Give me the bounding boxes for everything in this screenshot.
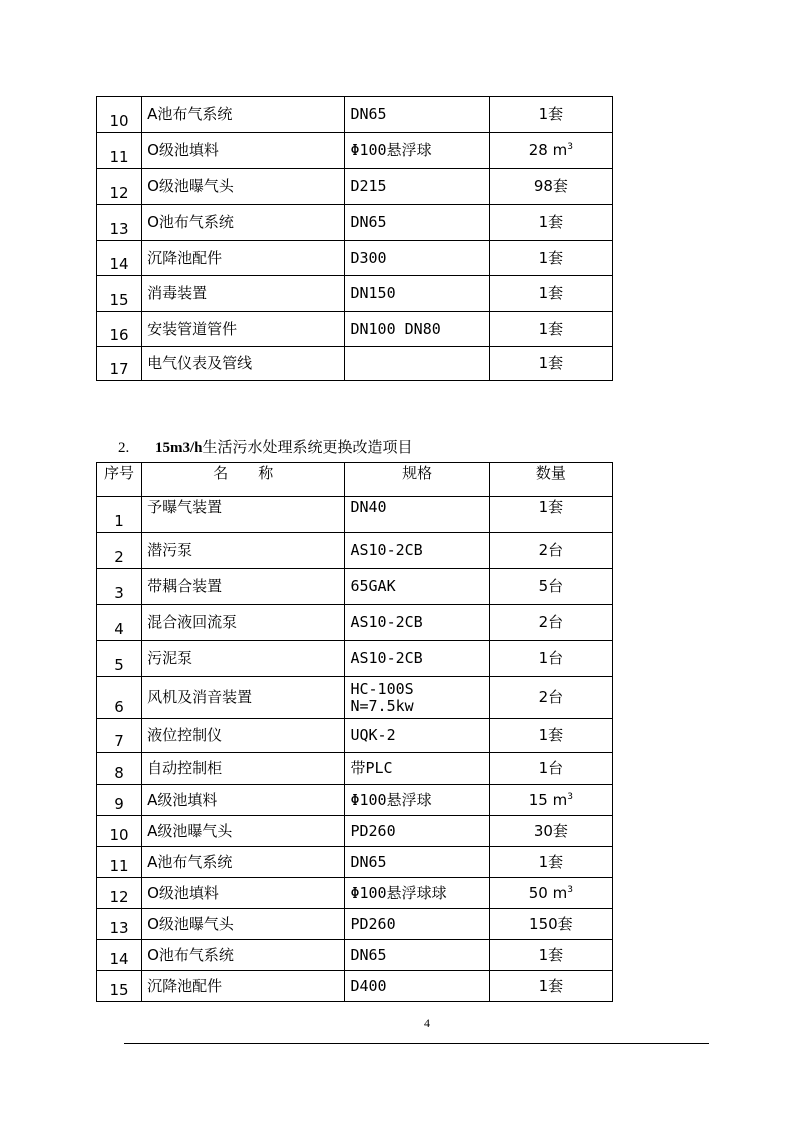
item-spec: D215 bbox=[345, 169, 489, 205]
row-number: 5 bbox=[97, 641, 142, 677]
row-number: 17 bbox=[97, 347, 142, 381]
table-row bbox=[97, 347, 613, 381]
item-quantity: 1套 bbox=[489, 719, 612, 753]
row-number: 13 bbox=[97, 205, 142, 241]
table-row bbox=[97, 641, 613, 677]
item-name: O级池填料 bbox=[142, 133, 345, 169]
item-spec: AS10-2CB bbox=[345, 533, 489, 569]
item-quantity: 1套 bbox=[489, 312, 612, 347]
row-number: 11 bbox=[97, 133, 142, 169]
table-row bbox=[97, 605, 613, 641]
item-name: 带耦合装置 bbox=[142, 569, 345, 605]
section-number: 2. bbox=[118, 440, 130, 456]
table-row bbox=[97, 241, 613, 276]
item-name: A级池曝气头 bbox=[142, 816, 345, 847]
row-number: 11 bbox=[97, 847, 142, 878]
item-quantity: 1套 bbox=[489, 497, 612, 533]
row-number: 3 bbox=[97, 569, 142, 605]
item-name: 风机及消音装置 bbox=[142, 677, 345, 719]
row-number: 9 bbox=[97, 785, 142, 816]
row-number: 15 bbox=[97, 276, 142, 312]
table-row bbox=[97, 276, 613, 312]
table-row bbox=[97, 312, 613, 347]
item-spec: Φ100悬浮球球 bbox=[345, 878, 489, 909]
row-number: 8 bbox=[97, 753, 142, 785]
row-number: 14 bbox=[97, 241, 142, 276]
item-spec: PD260 bbox=[345, 909, 489, 940]
table-row bbox=[97, 785, 613, 816]
item-spec bbox=[345, 347, 489, 381]
item-quantity: 15 $m^3$ bbox=[489, 785, 612, 816]
row-number: 13 bbox=[97, 909, 142, 940]
item-name: 电气仪表及管线 bbox=[142, 347, 345, 381]
item-spec: Φ100悬浮球 bbox=[345, 785, 489, 816]
row-number: 14 bbox=[97, 940, 142, 971]
table-row bbox=[97, 878, 613, 909]
item-name: O级池曝气头 bbox=[142, 169, 345, 205]
item-name: 液位控制仪 bbox=[142, 719, 345, 753]
row-number: 10 bbox=[97, 816, 142, 847]
item-quantity: 5台 bbox=[489, 569, 612, 605]
item-name: O级池填料 bbox=[142, 878, 345, 909]
item-name: A级池填料 bbox=[142, 785, 345, 816]
header-name: 名 称 bbox=[142, 463, 345, 497]
page-number: 4 bbox=[424, 1016, 430, 1030]
item-spec: AS10-2CB bbox=[345, 605, 489, 641]
item-name: A池布气系统 bbox=[142, 847, 345, 878]
row-number: 6 bbox=[97, 677, 142, 719]
item-spec: DN150 bbox=[345, 276, 489, 312]
item-spec: DN40 bbox=[345, 497, 489, 533]
item-spec: D300 bbox=[345, 241, 489, 276]
item-spec: DN65 bbox=[345, 847, 489, 878]
row-number: 1 bbox=[97, 497, 142, 533]
item-name: A池布气系统 bbox=[142, 97, 345, 133]
item-spec: 带PLC bbox=[345, 753, 489, 785]
spec-line: N=7.5kw bbox=[350, 696, 414, 715]
item-quantity: 2台 bbox=[489, 605, 612, 641]
item-quantity: 1套 bbox=[489, 97, 612, 133]
item-name: 自动控制柜 bbox=[142, 753, 345, 785]
row-number: 4 bbox=[97, 605, 142, 641]
table-row bbox=[97, 97, 613, 133]
equipment-table-continued bbox=[96, 96, 613, 381]
table-row bbox=[97, 971, 613, 1002]
item-name: 混合液回流泵 bbox=[142, 605, 345, 641]
table-row bbox=[97, 940, 613, 971]
item-quantity: 150套 bbox=[489, 909, 612, 940]
item-quantity: 1套 bbox=[489, 347, 612, 381]
table-header-row bbox=[97, 463, 613, 497]
table-row bbox=[97, 719, 613, 753]
table-row bbox=[97, 569, 613, 605]
item-spec bbox=[345, 677, 489, 719]
table-row bbox=[97, 753, 613, 785]
row-number: 2 bbox=[97, 533, 142, 569]
item-spec: DN100 DN80 bbox=[345, 312, 489, 347]
item-quantity: 1套 bbox=[489, 241, 612, 276]
header-spec: 规格 bbox=[345, 463, 489, 497]
item-quantity: 1台 bbox=[489, 641, 612, 677]
table-row bbox=[97, 909, 613, 940]
item-quantity: 1套 bbox=[489, 847, 612, 878]
item-name: O池布气系统 bbox=[142, 940, 345, 971]
section-title-flow: 15m3/h bbox=[155, 440, 203, 456]
item-quantity: 2台 bbox=[489, 533, 612, 569]
table-row bbox=[97, 677, 613, 719]
item-quantity: 2台 bbox=[489, 677, 612, 719]
replacement-items-table bbox=[96, 462, 613, 1002]
item-quantity: 1套 bbox=[489, 276, 612, 312]
section-title bbox=[118, 436, 413, 457]
item-quantity: 50 $m^3$ bbox=[489, 878, 612, 909]
item-quantity: 1台 bbox=[489, 753, 612, 785]
row-number: 7 bbox=[97, 719, 142, 753]
table-row bbox=[97, 533, 613, 569]
header-qty: 数量 bbox=[489, 463, 612, 497]
item-name: 消毒装置 bbox=[142, 276, 345, 312]
table-row bbox=[97, 133, 613, 169]
footer-divider bbox=[124, 1043, 709, 1044]
item-name: 潜污泵 bbox=[142, 533, 345, 569]
table-row bbox=[97, 816, 613, 847]
item-quantity: 1套 bbox=[489, 971, 612, 1002]
row-number: 12 bbox=[97, 878, 142, 909]
item-quantity: 98套 bbox=[489, 169, 612, 205]
item-spec: 65GAK bbox=[345, 569, 489, 605]
item-quantity: 28 $m^3$ bbox=[489, 133, 612, 169]
item-name: 予曝气装置 bbox=[142, 497, 345, 533]
item-name: 安装管道管件 bbox=[142, 312, 345, 347]
table-row bbox=[97, 205, 613, 241]
item-name: 沉降池配件 bbox=[142, 241, 345, 276]
spec-line: HC-100S bbox=[350, 679, 414, 698]
table-row bbox=[97, 847, 613, 878]
table-row bbox=[97, 497, 613, 533]
item-name: 沉降池配件 bbox=[142, 971, 345, 1002]
item-spec: DN65 bbox=[345, 205, 489, 241]
row-number: 15 bbox=[97, 971, 142, 1002]
table-row bbox=[97, 169, 613, 205]
item-spec: UQK-2 bbox=[345, 719, 489, 753]
item-quantity: 1套 bbox=[489, 205, 612, 241]
item-name: O池布气系统 bbox=[142, 205, 345, 241]
row-number: 12 bbox=[97, 169, 142, 205]
item-spec: AS10-2CB bbox=[345, 641, 489, 677]
row-number: 10 bbox=[97, 97, 142, 133]
row-number: 16 bbox=[97, 312, 142, 347]
item-spec: Φ100悬浮球 bbox=[345, 133, 489, 169]
item-spec: DN65 bbox=[345, 97, 489, 133]
item-name: 污泥泵 bbox=[142, 641, 345, 677]
header-no: 序号 bbox=[97, 463, 142, 497]
item-quantity: 1套 bbox=[489, 940, 612, 971]
item-spec: PD260 bbox=[345, 816, 489, 847]
item-spec: DN65 bbox=[345, 940, 489, 971]
section-title-text: 生活污水处理系统更换改造项目 bbox=[202, 438, 413, 456]
item-name: O级池曝气头 bbox=[142, 909, 345, 940]
item-spec: D400 bbox=[345, 971, 489, 1002]
item-quantity: 30套 bbox=[489, 816, 612, 847]
